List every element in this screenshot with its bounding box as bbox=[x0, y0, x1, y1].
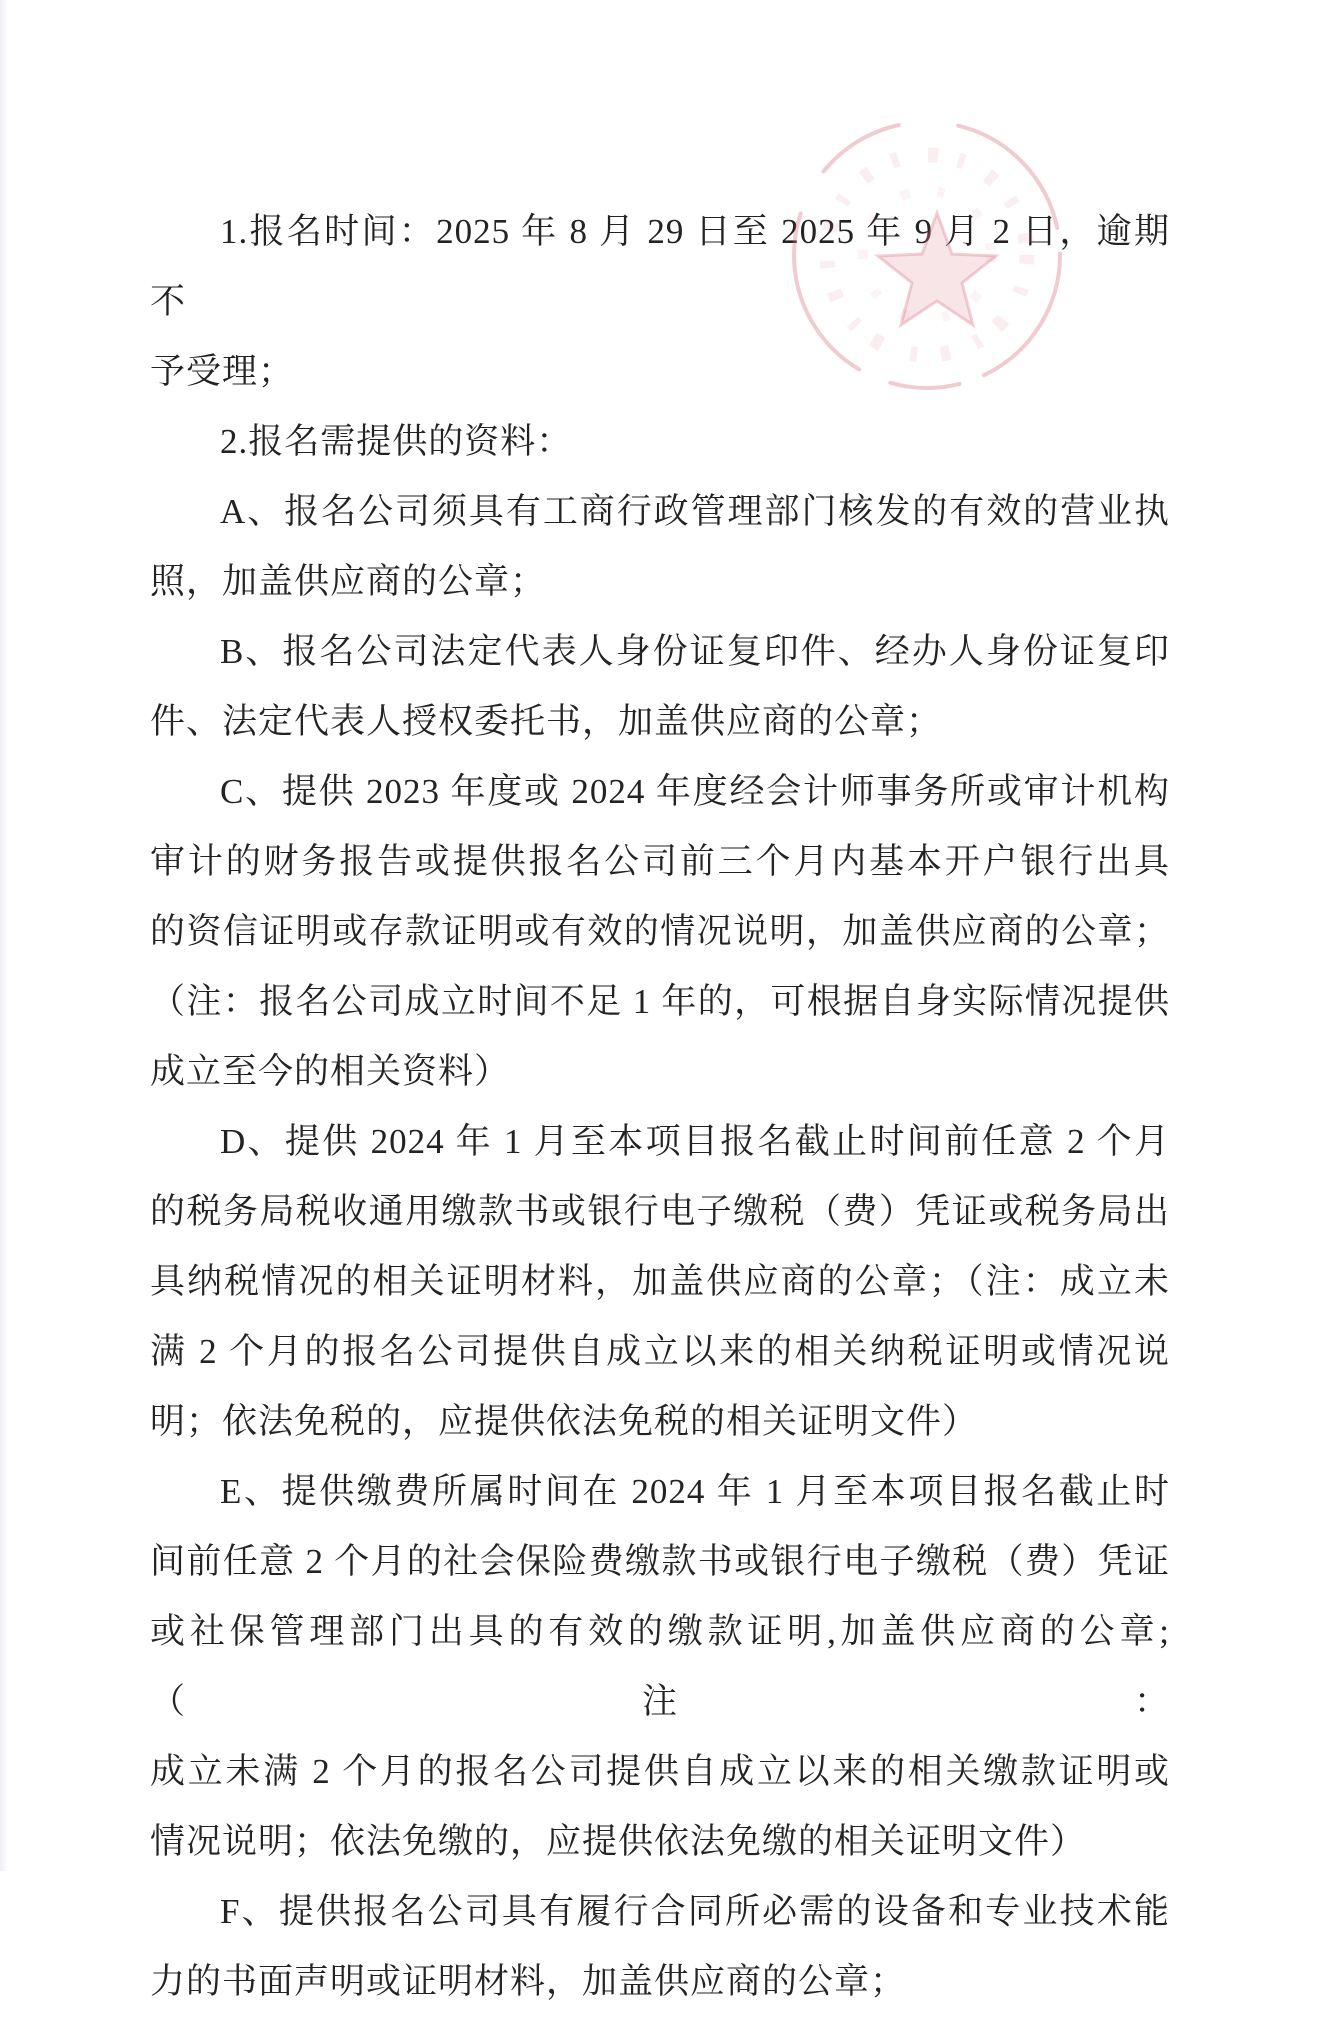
text-line: 成立未满 2 个月的报名公司提供自成立以来的相关缴款证明或 bbox=[150, 1752, 1170, 1791]
text-line: D、提供 2024 年 1 月至本项目报名截止时间前任意 2 个月 bbox=[220, 1122, 1170, 1161]
text-line: 力的书面声明或证明材料，加盖供应商的公章； bbox=[150, 1962, 907, 2001]
text-line: 间前任意 2 个月的社会保险费缴款书或银行电子缴税（费）凭证 bbox=[150, 1542, 1170, 1581]
text-line: E、提供缴费所属时间在 2024 年 1 月至本项目报名截止时 bbox=[220, 1472, 1170, 1511]
text-line: 的资信证明或存款证明或有效的情况说明，加盖供应商的公章； bbox=[150, 912, 1170, 951]
text-line: C、提供 2023 年度或 2024 年度经会计师事务所或审计机构 bbox=[220, 772, 1170, 811]
text-line: 成立至今的相关资料） bbox=[150, 1052, 511, 1091]
text-line: 审计的财务报告或提供报名公司前三个月内基本开户银行出具 bbox=[150, 842, 1170, 881]
text-line: 明；依法免税的，应提供依法免税的相关证明文件） bbox=[150, 1402, 979, 1441]
text-line: 的税务局税收通用缴款书或银行电子缴税（费）凭证或税务局出 bbox=[150, 1192, 1170, 1231]
text-line: 满 2 个月的报名公司提供自成立以来的相关纳税证明或情况说 bbox=[150, 1332, 1170, 1371]
text-line: B、报名公司法定代表人身份证复印件、经办人身份证复印 bbox=[220, 632, 1170, 671]
text-line: 1.报名时间：2025 年 8 月 29 日至 2025 年 9 月 2 日，逾期不 bbox=[150, 212, 1170, 321]
text-line: 照，加盖供应商的公章； bbox=[150, 562, 547, 601]
text-line: 2.报名需提供的资料： bbox=[220, 422, 573, 461]
text-line: 或社保管理部门出具的有效的缴款证明,加盖供应商的公章;（注： bbox=[150, 1612, 1170, 1721]
text-line: 情况说明；依法免缴的，应提供依法免缴的相关证明文件） bbox=[150, 1822, 1087, 1861]
document-body bbox=[150, 197, 1170, 2017]
text-line: F、提供报名公司具有履行合同所必需的设备和专业技术能 bbox=[220, 1892, 1170, 1931]
text-line: 予受理； bbox=[150, 352, 295, 391]
text-line: 件、法定代表人授权委托书，加盖供应商的公章； bbox=[150, 702, 943, 741]
text-line: （注：报名公司成立时间不足 1 年的，可根据自身实际情况提供 bbox=[150, 982, 1170, 1021]
scan-edge-shadow bbox=[0, 0, 8, 1871]
text-line: A、报名公司须具有工商行政管理部门核发的有效的营业执 bbox=[220, 492, 1170, 531]
text-line: 具纳税情况的相关证明材料，加盖供应商的公章；（注：成立未 bbox=[150, 1262, 1170, 1301]
